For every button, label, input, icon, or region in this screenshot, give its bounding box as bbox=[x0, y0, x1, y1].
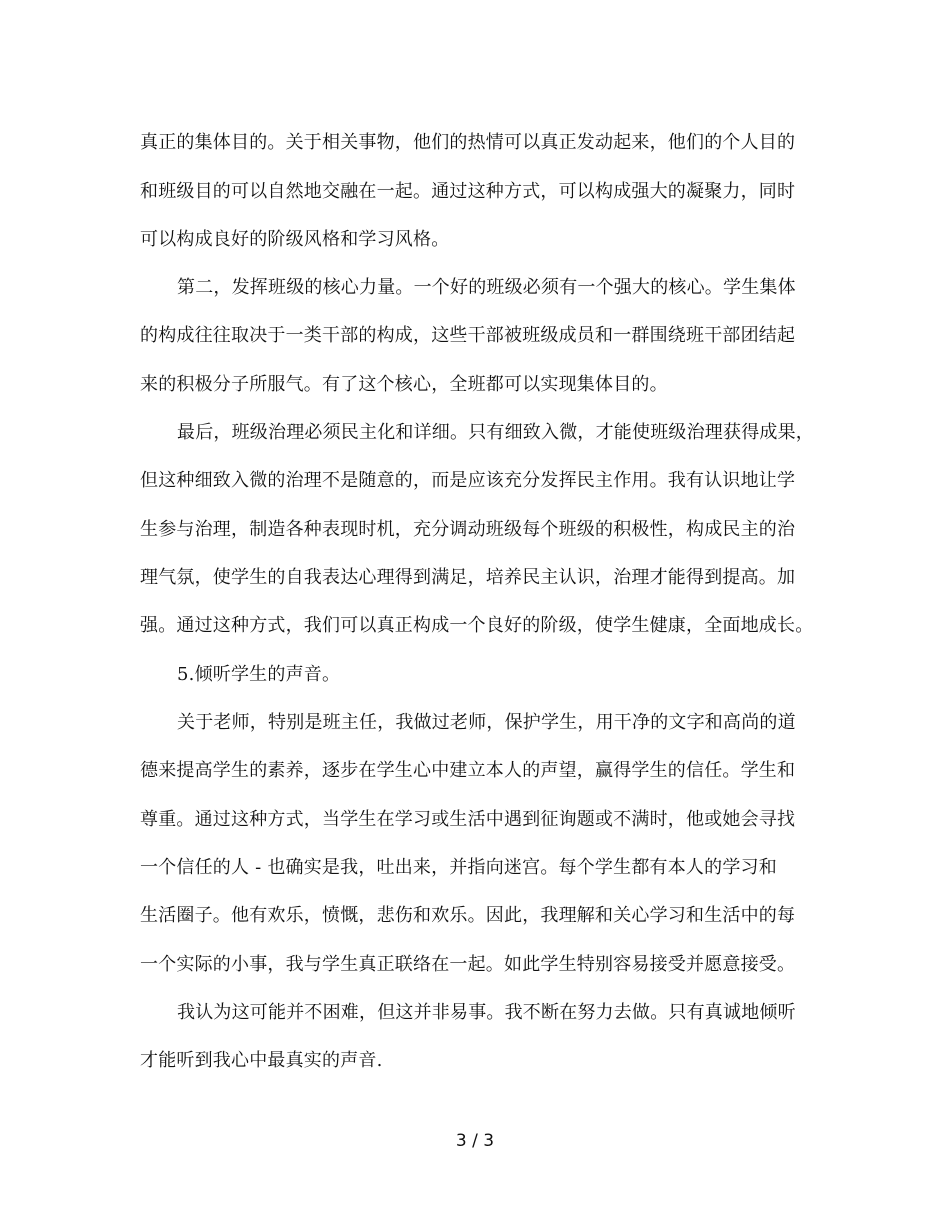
text-line: 来的积极分子所服气。有了这个核心，全班都可以实现集体目的。 bbox=[140, 374, 668, 395]
text-line: 关于老师，特别是班主任，我做过老师，保护学生，用干净的文字和高尚的道 bbox=[177, 712, 796, 733]
text-line: 我认为这可能并不困难，但这并非易事。我不断在努力去做。只有真诚地倾听 bbox=[177, 1002, 796, 1023]
text-line: 第二，发挥班级的核心力量。一个好的班级必须有一个强大的核心。学生集体 bbox=[177, 277, 796, 298]
text-line: 最后，班级治理必须民主化和详细。只有细致入微，才能使班级治理获得成果， bbox=[177, 422, 814, 443]
text-line: 真正的集体目的。关于相关事物，他们的热情可以真正发动起来，他们的个人目的 bbox=[140, 132, 796, 153]
text-line: 一个信任的人 - 也确实是我，吐出来，并指向迷宫。每个学生都有本人的学习和 bbox=[140, 857, 777, 878]
text-line: 才能听到我心中最真实的声音. bbox=[140, 1050, 383, 1071]
page-number: 3 / 3 bbox=[455, 1131, 495, 1151]
text-line: 但这种细致入微的治理不是随意的，而是应该充分发挥民主作用。我有认识地让学 bbox=[140, 470, 796, 491]
text-line: 尊重。通过这种方式，当学生在学习或生活中遇到征询题或不满时，他或她会寻找 bbox=[140, 809, 796, 830]
text-line: 的构成往往取决于一类干部的构成，这些干部被班级成员和一群围绕班干部团结起 bbox=[140, 325, 796, 346]
text-line: 可以构成良好的阶级风格和学习风格。 bbox=[140, 229, 450, 250]
text-line: 生参与治理，制造各种表现时机，充分调动班级每个班级的积极性，构成民主的治 bbox=[140, 519, 796, 540]
text-line: 生活圈子。他有欢乐，愤慨，悲伤和欢乐。因此，我理解和关心学习和生活中的每 bbox=[140, 905, 796, 926]
text-line: 和班级目的可以自然地交融在一起。通过这种方式，可以构成强大的凝聚力，同时 bbox=[140, 181, 796, 202]
text-line: 一个实际的小事，我与学生真正联络在一起。如此学生特别容易接受并愿意接受。 bbox=[140, 954, 796, 975]
text-line: 理气氛，使学生的自我表达心理得到满足，培养民主认识，治理才能得到提高。加 bbox=[140, 567, 796, 588]
section-heading: 5.倾听学生的声音。 bbox=[177, 664, 341, 685]
text-line: 德来提高学生的素养，逐步在学生心中建立本人的声望，赢得学生的信任。学生和 bbox=[140, 760, 796, 781]
text-line: 强。通过这种方式，我们可以真正构成一个良好的阶级，使学生健康，全面地成长。 bbox=[140, 615, 814, 636]
